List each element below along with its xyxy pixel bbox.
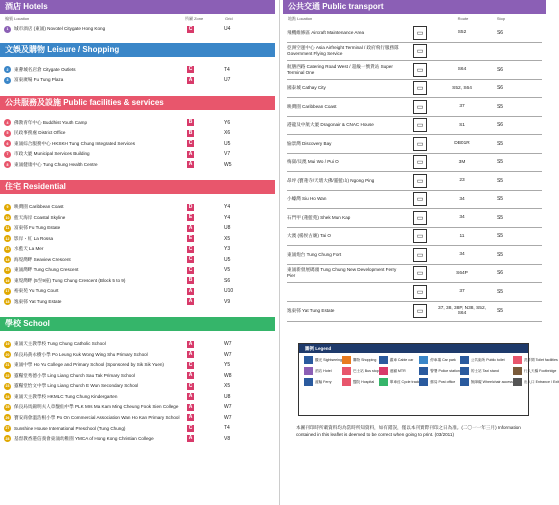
- list-item[interactable]: [0, 371, 275, 382]
- list-item[interactable]: [0, 223, 275, 234]
- stop-code: S6: [496, 66, 504, 73]
- item-name: 佛教青年中心 Buddhist Youth Camp: [14, 119, 88, 125]
- legend-symbol-icon: [342, 367, 351, 375]
- item-number: 28: [5, 436, 10, 441]
- transport-row[interactable]: [287, 191, 542, 210]
- transport-row[interactable]: [287, 265, 542, 284]
- list-item[interactable]: [0, 65, 275, 76]
- legend-item: [460, 356, 513, 364]
- stop-code: S6: [496, 85, 504, 92]
- grid-ref: V8: [224, 435, 231, 442]
- column-divider: [279, 0, 280, 505]
- zone-badge: A: [188, 351, 193, 358]
- legend-label: 公共廁所 Public toilet: [470, 357, 505, 362]
- item-name: 基督教香港信義會東涌幼稚園 YMCA of Hong Kong Christian College: [14, 435, 154, 441]
- legend-symbol-icon: [379, 356, 388, 364]
- bus-icon: ▭: [413, 44, 427, 58]
- item-name: 東涌綜合服務中心 HKSKH Tung Chung Integrated Services: [14, 140, 136, 146]
- route-number: S1: [459, 122, 465, 128]
- zone-badge: A: [188, 403, 193, 410]
- item-number: 16: [5, 278, 10, 283]
- legend-label: 纜車 Cable car: [389, 357, 414, 362]
- legend-item: [513, 367, 559, 375]
- grid-ref: U5: [224, 256, 231, 263]
- transport-row[interactable]: [287, 246, 542, 265]
- list-item[interactable]: [0, 244, 275, 255]
- stop-code: S5: [496, 159, 504, 166]
- list-item[interactable]: [0, 350, 275, 361]
- legend-symbol-icon: [460, 367, 469, 375]
- destination-name: 石門甲 (蓮藍苑) Shek Mun Kap: [287, 214, 351, 220]
- zone-badge: C: [188, 25, 193, 32]
- legend-symbol-icon: [460, 356, 469, 364]
- item-number: 19: [5, 342, 10, 347]
- destination-name: 港龍及中航大廈 Dragonair & CNAC House: [287, 122, 374, 128]
- legend-label: 酒店 Hotel: [315, 368, 332, 373]
- list-item[interactable]: [0, 434, 275, 445]
- section-header-school: 學校 School: [0, 317, 275, 331]
- transport-row[interactable]: [287, 98, 542, 117]
- transport-row[interactable]: [287, 135, 542, 154]
- list-item[interactable]: [0, 265, 275, 276]
- item-number: 4: [4, 119, 11, 126]
- item-number: 11: [5, 226, 10, 231]
- bus-icon: ▭: [413, 211, 427, 225]
- destination-name: 愉景灣 Discovery Bay: [287, 140, 332, 146]
- transport-row[interactable]: [287, 154, 542, 173]
- zone-badge: C: [188, 256, 193, 263]
- grid-ref: U4: [224, 26, 231, 33]
- route-number: 37: [459, 104, 465, 110]
- item-number: 10: [5, 215, 10, 220]
- item-name: 水藍天 La Mer: [14, 246, 44, 252]
- list-item[interactable]: [0, 75, 275, 86]
- section-header-transport: 公共交通 Public transport: [283, 0, 546, 14]
- stop-code: S5: [496, 196, 504, 203]
- legend-item: [379, 356, 420, 364]
- zone-badge: A: [188, 372, 193, 379]
- list-item[interactable]: [0, 24, 275, 35]
- route-number: 34: [459, 252, 465, 258]
- section-header-public: 公共服務及設施 Public facilities & services: [0, 96, 275, 110]
- grid-ref: V5: [224, 267, 231, 274]
- grid-ref: U8: [224, 393, 231, 400]
- hotels-list: [0, 24, 275, 35]
- item-number: 13: [5, 247, 10, 252]
- destination-name: 東涌炮台 Tung Chung Fort: [287, 251, 342, 257]
- zone-badge: C: [188, 382, 193, 389]
- zone-badge: C: [188, 424, 193, 431]
- stop-code: S5: [496, 177, 504, 184]
- right-column: [283, 0, 546, 322]
- item-name: 東涌天主教學校 HKMLC Tung Chung Kindergarten: [14, 393, 118, 399]
- route-number: DB01R: [454, 141, 470, 147]
- legend-item: [513, 356, 559, 364]
- transport-row[interactable]: [287, 24, 542, 43]
- legend-symbol-icon: [342, 356, 351, 364]
- legend-item: [342, 367, 379, 375]
- grid-ref: Y4: [224, 214, 231, 221]
- section-header-residential: 住宅 Residential: [0, 180, 275, 194]
- grid-ref: X6: [224, 130, 231, 137]
- list-item[interactable]: [0, 139, 275, 150]
- route-number: S52: [457, 30, 467, 36]
- item-name: 靈糧堂秀德小學 Ling Liang Church Sau Tak Primary School: [14, 372, 135, 378]
- item-name: 民政事務處 District Office: [14, 130, 66, 136]
- item-number: 9: [4, 204, 11, 211]
- legend-label: 購物 Shopping: [352, 357, 377, 362]
- legend-symbol-icon: [419, 356, 428, 364]
- zone-badge: A: [188, 414, 193, 421]
- legend-item: [460, 378, 513, 386]
- legend-item: [419, 356, 460, 364]
- grid-ref: T4: [224, 425, 230, 432]
- route-number: 37: [459, 289, 465, 295]
- list-item[interactable]: [0, 423, 275, 434]
- footnote: 本圖刊印時所載資料均為當時所知資料，如有錯誤，僅以本刊實際刊印之日為准。(二〇一一年三月) Information contained in this leaflet is deemed to be correct when going to print. (03/2011): [296, 425, 521, 437]
- route-number: 11: [459, 233, 465, 239]
- item-number: 2: [4, 66, 11, 73]
- stop-code: S5: [496, 251, 504, 258]
- item-name: 東涌天主教學校 Tung Chung Catholic School: [14, 341, 106, 347]
- item-name: 逸東邨 Yat Tung Estate: [14, 298, 62, 304]
- bus-icon: ▭: [413, 174, 427, 188]
- route-number: 34: [459, 196, 465, 202]
- destination-name: [287, 291, 405, 293]
- item-name: 東堤灣畔 (5至9座) Tung Chung Crescent (Block 5 to 9): [14, 277, 126, 283]
- route-number: S64: [457, 67, 467, 73]
- legend-item: [460, 367, 513, 375]
- zone-badge: B: [188, 277, 193, 284]
- route-number: S52, S64: [452, 85, 472, 91]
- grid-ref: X5: [224, 383, 231, 390]
- transport-row[interactable]: [287, 172, 542, 191]
- destination-name: 逸東邨 Yat Tung Estate: [287, 308, 335, 313]
- stop-code: S5: [496, 103, 504, 110]
- legend-symbol-icon: [304, 378, 313, 386]
- zone-badge: A: [188, 393, 193, 400]
- stop-code: S5: [496, 308, 504, 314]
- transport-list: [283, 24, 546, 322]
- item-number: 3: [4, 77, 11, 84]
- transport-row[interactable]: [287, 117, 542, 136]
- bus-icon: ▭: [413, 26, 427, 40]
- destination-name: 小蠔灣 Siu Ho Wan: [287, 196, 327, 202]
- legend-label: 觀光 Sightseeing: [315, 357, 342, 362]
- item-name: 富東廣場 Fu Tung Plaza: [14, 77, 64, 83]
- list-item[interactable]: [0, 118, 275, 129]
- legend-label: 行人天橋 Footbridge: [523, 368, 557, 373]
- stop-code: S6: [496, 122, 504, 129]
- destination-name: 國泰城 Cathay City: [287, 85, 326, 91]
- item-number: 25: [5, 405, 10, 410]
- legend-symbol-icon: [513, 378, 522, 386]
- legend-label: 無障礙 Wheelchair access: [470, 379, 513, 384]
- item-name: 保良局黃永樹小學 Po Leung Kuk Wong Wing Shu Primary School: [14, 351, 148, 357]
- legend-item: [513, 378, 559, 386]
- item-number: 23: [5, 384, 10, 389]
- list-item[interactable]: [0, 255, 275, 266]
- legend-symbol-icon: [419, 367, 428, 375]
- stop-code: S5: [496, 288, 504, 295]
- bus-icon: ▭: [413, 118, 427, 132]
- item-name: 藍天海岸 Coastal Skyline: [14, 214, 66, 220]
- zone-badge: E: [188, 235, 193, 242]
- list-item[interactable]: [0, 202, 275, 213]
- col-route: Route: [457, 16, 469, 21]
- bus-icon: ▭: [413, 63, 427, 77]
- zone-badge: A: [188, 298, 193, 305]
- list-item[interactable]: [0, 128, 275, 139]
- legend-box: [298, 343, 559, 416]
- col-zone: 所屬 Zone: [185, 16, 204, 21]
- legend-symbol-icon: [304, 356, 313, 364]
- transport-row[interactable]: [287, 61, 542, 80]
- item-number: 6: [4, 140, 11, 147]
- item-name: 城市酒店 (東涌) Novotel Citygate Hong Kong: [14, 26, 106, 32]
- legend-symbol-icon: [513, 367, 522, 375]
- legend-label: 洗手間 Toilet facilities: [523, 357, 558, 362]
- bus-icon: ▭: [413, 100, 427, 114]
- bus-icon: ▭: [413, 155, 427, 169]
- grid-ref: U5: [224, 140, 231, 147]
- route-number: 34: [459, 215, 465, 221]
- zone-badge: B: [188, 129, 193, 136]
- item-name: 東涌健康中心 Tung Chung Health Centre: [14, 161, 98, 167]
- item-number: 27: [5, 426, 10, 431]
- legend-label: 出入口 Entrance / Exit: [523, 379, 559, 384]
- bus-icon: ▭: [413, 137, 427, 151]
- legend-symbol-icon: [419, 378, 428, 386]
- residential-list: [0, 202, 275, 307]
- zone-badge: C: [188, 140, 193, 147]
- item-name: 東薈城名店倉 Citygate Outlets: [14, 66, 76, 72]
- zone-badge: C: [188, 361, 193, 368]
- legend-item: [342, 378, 379, 386]
- legend-item: [379, 367, 420, 375]
- grid-ref: Y6: [224, 119, 231, 126]
- list-item[interactable]: [0, 392, 275, 403]
- item-name: 東涌灣畔 Tung Chung Crescent: [14, 267, 79, 273]
- bus-icon: ▭: [413, 266, 427, 280]
- legend-item: [304, 356, 342, 364]
- route-number: 37, 38, 38P, N38, S52, S64: [438, 306, 486, 316]
- item-name: 映灣園 Caribbean Coast: [14, 204, 64, 210]
- grid-ref: Y3: [224, 246, 231, 253]
- list-item[interactable]: [0, 402, 275, 413]
- legend-item: [419, 367, 460, 375]
- section-header-hotels: 酒店 Hotels: [0, 0, 275, 14]
- legend-label: 的士站 Taxi stand: [470, 368, 499, 373]
- item-name: 靈糧堂怡文中學 Ling Liang Church E Wun Secondary School: [14, 383, 139, 389]
- legend-label: 醫院 Hospital: [352, 379, 375, 384]
- grid-ref: W7: [224, 404, 232, 411]
- destination-name: 映灣園 Caribbean Coast: [287, 103, 337, 109]
- list-item[interactable]: [0, 360, 275, 371]
- bus-icon: ▭: [413, 248, 427, 262]
- legend-symbol-icon: [342, 378, 351, 386]
- transport-row[interactable]: [287, 209, 542, 228]
- item-number: 18: [5, 299, 10, 304]
- zone-badge: A: [188, 340, 193, 347]
- item-name: 寶安商會溫浩根小學 Po On Commercial Association Wan Ho Kan Primary School: [14, 414, 180, 420]
- grid-ref: W5: [224, 161, 232, 168]
- item-name: 市政大廈 Municipal Services Building: [14, 151, 90, 157]
- item-name: 東涌中學 Ho Yu College and Primary School (Sponsored by Sik Sik Yuen): [14, 362, 164, 368]
- grid-ref: T4: [224, 66, 230, 73]
- legend-item: [419, 378, 460, 386]
- zone-badge: C: [188, 245, 193, 252]
- col-stop: Stop: [496, 16, 506, 21]
- legend-item: [342, 356, 379, 364]
- grid-ref: V7: [224, 151, 231, 158]
- destination-name: 大澳 (楊侯古廟) Tai O: [287, 233, 331, 239]
- transport-column-headers: [283, 14, 546, 24]
- legend-label: 渡輪 Ferry: [315, 379, 332, 384]
- leisure-list: [0, 65, 275, 86]
- zone-badge: B: [188, 119, 193, 126]
- stop-code: S6: [496, 29, 504, 36]
- destination-name: 飛機維修區 Aircraft Maintenance Area: [287, 29, 365, 35]
- list-item[interactable]: [0, 234, 275, 245]
- item-name: 裕東苑 Yu Tung Court: [14, 288, 59, 294]
- grid-ref: S6: [224, 277, 231, 284]
- legend-symbol-icon: [379, 378, 388, 386]
- item-number: 14: [5, 257, 10, 262]
- col-location: 地點 Location: [288, 16, 313, 21]
- destination-name: 亞洲空運中心 Asia Airfreight Terminal / 政府飛行服務隊 Government Flying Service: [287, 45, 399, 57]
- bus-icon: ▭: [413, 304, 427, 318]
- item-number: 21: [5, 363, 10, 368]
- item-name: 保良局馬錦明夫人章馥仙中學 PLK Mrs Ma Kam Ming Cheung Fook Sien College: [14, 404, 179, 410]
- zone-badge: A: [188, 76, 193, 83]
- route-number: 23: [459, 178, 465, 184]
- zone-badge: E: [188, 214, 193, 221]
- transport-row[interactable]: [287, 283, 542, 302]
- grid-ref: X5: [224, 235, 231, 242]
- bus-icon: ▭: [413, 192, 427, 206]
- item-name: 海堤灣畔 Seaview Crescent: [14, 256, 71, 262]
- left-column: [0, 0, 275, 444]
- legend-grid: [299, 353, 559, 389]
- grid-ref: Y5: [224, 362, 231, 369]
- legend-item: [304, 378, 342, 386]
- stop-code: S5: [496, 233, 504, 240]
- item-name: 影岸・紅 La Rossa: [14, 235, 54, 241]
- grid-ref: W8: [224, 372, 232, 379]
- item-name: 富東邨 Fu Tung Estate: [14, 225, 61, 231]
- legend-item: [379, 378, 420, 386]
- item-number: 15: [5, 268, 10, 273]
- bus-icon: ▭: [413, 285, 427, 299]
- zone-badge: A: [188, 150, 193, 157]
- section-header-leisure: 文娛及購物 Leisure / Shopping: [0, 43, 275, 57]
- list-item[interactable]: [0, 339, 275, 350]
- grid-ref: W7: [224, 341, 232, 348]
- zone-badge: C: [188, 66, 193, 73]
- grid-ref: W7: [224, 351, 232, 358]
- item-number: 26: [5, 415, 10, 420]
- public-list: [0, 118, 275, 171]
- legend-label: 警署 Police station: [430, 368, 460, 373]
- legend-label: 港鐵 MTR: [389, 368, 406, 373]
- list-item[interactable]: [0, 381, 275, 392]
- bus-icon: ▭: [413, 81, 427, 95]
- school-list: [0, 339, 275, 444]
- item-number: 8: [4, 161, 11, 168]
- route-number: S64P: [456, 270, 468, 276]
- transport-row[interactable]: [287, 43, 542, 62]
- item-number: 5: [4, 130, 11, 137]
- item-number: 20: [5, 352, 10, 357]
- destination-name: 梅窩/貝澳 Mui Wo / Pui O: [287, 159, 339, 165]
- destination-name: 航膳西路 Catering Road West / 超級一號貨站 Super Terminal One: [287, 63, 393, 75]
- list-item[interactable]: [0, 276, 275, 287]
- stop-code: S5: [496, 214, 504, 221]
- legend-symbol-icon: [513, 356, 522, 364]
- legend-symbol-icon: [379, 367, 388, 375]
- column-headers: [0, 14, 275, 24]
- item-number: 17: [5, 289, 10, 294]
- item-number: 22: [5, 373, 10, 378]
- zone-badge: A: [188, 161, 193, 168]
- list-item[interactable]: [0, 149, 275, 160]
- list-item[interactable]: [0, 160, 275, 171]
- list-item[interactable]: [0, 297, 275, 308]
- destination-name: 東涌新發展碼頭 Tung Chung New Development Ferry Pier: [287, 267, 397, 279]
- item-number: 24: [5, 394, 10, 399]
- item-number: 12: [5, 236, 10, 241]
- bus-icon: ▭: [413, 229, 427, 243]
- legend-label: 郵局 Post office: [430, 379, 456, 384]
- grid-ref: U8: [224, 225, 231, 232]
- zone-badge: A: [188, 224, 193, 231]
- stop-code: S6: [496, 270, 504, 277]
- legend-title: 圖例 Legend: [299, 344, 528, 353]
- grid-ref: U10: [224, 288, 234, 295]
- stop-code: S5: [496, 140, 504, 147]
- legend-label: 巴士站 Bus stop: [352, 368, 379, 373]
- grid-ref: W7: [224, 414, 232, 421]
- list-item[interactable]: [0, 286, 275, 297]
- legend-label: 停車場 Car park: [430, 357, 456, 362]
- legend-item: [304, 367, 342, 375]
- col-location: 編號 Location: [5, 16, 30, 21]
- transport-row[interactable]: [287, 80, 542, 99]
- legend-symbol-icon: [304, 367, 313, 375]
- item-number: 7: [4, 151, 11, 158]
- item-number: 1: [4, 26, 11, 33]
- list-item[interactable]: [0, 413, 275, 424]
- grid-ref: Y4: [224, 204, 231, 211]
- zone-badge: A: [188, 287, 193, 294]
- route-number: 3M: [458, 159, 466, 165]
- zone-badge: D: [188, 203, 193, 210]
- col-grid: Grid: [225, 16, 233, 21]
- legend-label: 單車徑 Cycle track: [389, 379, 420, 384]
- item-name: Sunshine House International Preschool (Tung Chung): [14, 425, 126, 431]
- destination-name: 昂坪 (寶蓮寺/天壇大佛/靈藍山) Ngong Ping: [287, 177, 375, 183]
- zone-badge: A: [188, 435, 193, 442]
- grid-ref: U7: [224, 77, 231, 84]
- transport-row[interactable]: [287, 228, 542, 247]
- transport-row[interactable]: [287, 302, 542, 322]
- list-item[interactable]: [0, 213, 275, 224]
- zone-badge: C: [188, 266, 193, 273]
- legend-symbol-icon: [460, 378, 469, 386]
- grid-ref: V9: [224, 298, 231, 305]
